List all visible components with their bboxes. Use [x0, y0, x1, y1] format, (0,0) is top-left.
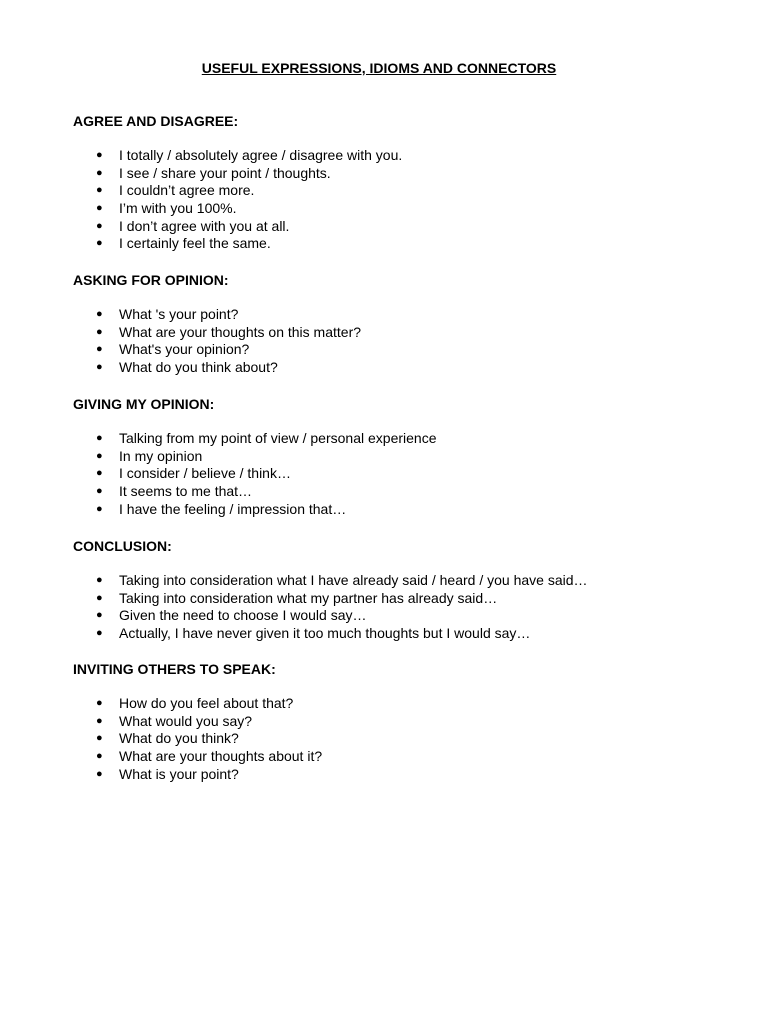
bullet-icon: ● [96, 574, 103, 586]
list-item [73, 430, 713, 448]
list-item-text: I totally / absolutely agree / disagree with you. [119, 147, 403, 163]
bullet-list [73, 430, 713, 518]
bullet-icon: ● [96, 202, 103, 215]
list-item [73, 147, 713, 165]
list-item-text: Taking into consideration what my partner has already said… [119, 589, 498, 606]
list-item-text: What are your thoughts on this matter? [119, 323, 362, 340]
section-heading: ASKING FOR OPINION: [73, 272, 229, 288]
list-item-text: How do you feel about that? [119, 695, 294, 711]
section-asking-opinion [73, 271, 713, 377]
list-item-text: What 's your point? [119, 306, 239, 322]
list-item-text: I couldn’t agree more. [119, 182, 255, 199]
list-item-text: I have the feeling / impression that… [119, 500, 347, 517]
section-heading: GIVING MY OPINION: [73, 396, 215, 412]
bullet-icon: ● [96, 166, 103, 179]
list-item [73, 359, 713, 377]
bullet-icon: ● [96, 732, 103, 745]
list-item [73, 324, 713, 342]
list-item-text: What do you think? [119, 730, 239, 747]
list-item-text: Taking into consideration what I have already said / heard / you have said… [119, 572, 588, 588]
bullet-icon: ● [96, 184, 103, 197]
list-item-text: What would you say? [119, 712, 253, 729]
section-inviting-others [73, 660, 713, 783]
bullet-icon: ● [96, 750, 103, 763]
list-item-text: Actually, I have never given it too much thoughts but I would say… [119, 625, 531, 642]
list-item-text: I don’t agree with you at all. [119, 217, 290, 234]
bullet-icon: ● [96, 449, 103, 462]
list-item [73, 695, 713, 713]
bullet-icon: ● [96, 591, 103, 604]
list-item-text: Talking from my point of view / personal experience [119, 430, 437, 446]
list-item [73, 218, 713, 236]
list-item [73, 590, 713, 608]
bullet-icon: ● [96, 467, 103, 480]
list-item-text: What's your opinion? [119, 341, 250, 358]
list-item [73, 448, 713, 466]
list-item-text: What do you think about? [119, 359, 278, 376]
list-item [73, 200, 713, 218]
bullet-icon: ● [96, 697, 103, 709]
bullet-icon: ● [96, 343, 103, 356]
list-item [73, 730, 713, 748]
list-item [73, 713, 713, 731]
list-item [73, 341, 713, 359]
bullet-icon: ● [96, 149, 103, 161]
list-item-text: Given the need to choose I would say… [119, 607, 367, 624]
bullet-icon: ● [96, 432, 103, 444]
list-item [73, 625, 713, 643]
list-item [73, 182, 713, 200]
section-conclusion [73, 537, 713, 643]
bullet-icon: ● [96, 325, 103, 338]
list-item-text: What are your thoughts about it? [119, 748, 323, 765]
list-item-text: It seems to me that… [119, 483, 253, 500]
bullet-list [73, 572, 713, 643]
bullet-icon: ● [96, 627, 103, 640]
section-agree-disagree [73, 112, 713, 253]
list-item-text: What is your point? [119, 765, 239, 782]
list-item [73, 483, 713, 501]
list-item-text: I certainly feel the same. [119, 235, 271, 252]
list-item [73, 306, 713, 324]
bullet-icon: ● [96, 237, 103, 250]
section-heading: INVITING OTHERS TO SPEAK: [73, 661, 276, 677]
bullet-icon: ● [96, 219, 103, 232]
bullet-icon: ● [96, 609, 103, 622]
section-heading: AGREE AND DISAGREE: [73, 113, 239, 129]
list-item [73, 607, 713, 625]
list-item [73, 165, 713, 183]
list-item-text: I’m with you 100%. [119, 200, 237, 217]
bullet-list [73, 147, 713, 253]
bullet-icon: ● [96, 767, 103, 780]
bullet-icon: ● [96, 714, 103, 727]
list-item [73, 465, 713, 483]
list-item-text: In my opinion [119, 447, 203, 464]
bullet-list [73, 306, 713, 377]
section-giving-opinion [73, 395, 713, 518]
bullet-icon: ● [96, 308, 103, 320]
section-heading: CONCLUSION: [73, 538, 172, 554]
bullet-list [73, 695, 713, 783]
list-item-text: I consider / believe / think… [119, 465, 291, 482]
bullet-icon: ● [96, 485, 103, 498]
list-item [73, 235, 713, 253]
list-item [73, 572, 713, 590]
document-title: USEFUL EXPRESSIONS, IDIOMS AND CONNECTORS [201, 60, 557, 76]
bullet-icon: ● [96, 361, 103, 374]
bullet-icon: ● [96, 502, 103, 515]
list-item-text: I see / share your point / thoughts. [119, 164, 331, 181]
list-item [73, 501, 713, 519]
list-item [73, 748, 713, 766]
list-item [73, 766, 713, 784]
